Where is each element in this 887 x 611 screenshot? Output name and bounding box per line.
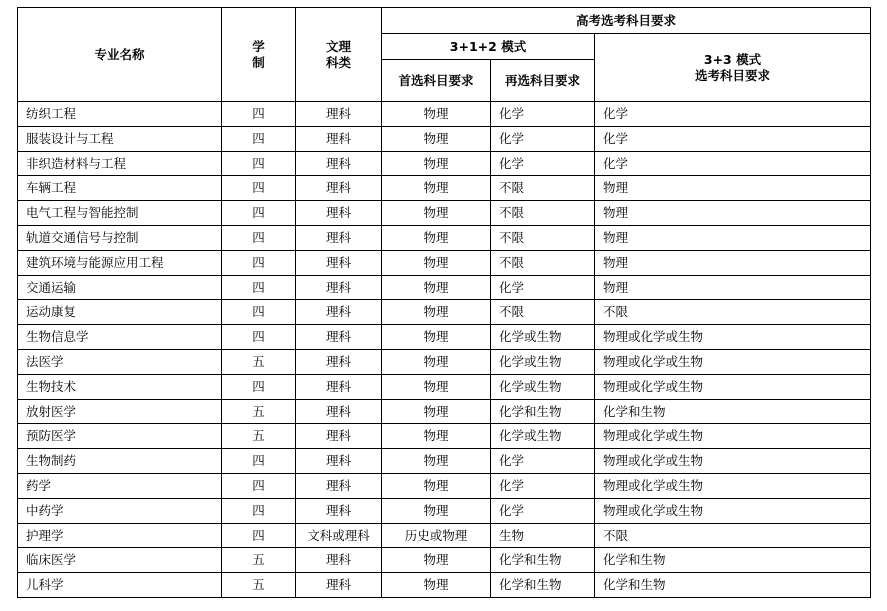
cell-category: 理科 <box>296 201 382 226</box>
cell-category: 理科 <box>296 250 382 275</box>
cell-mode-33: 物理或化学或生物 <box>595 325 871 350</box>
cell-second-choice: 化学和生物 <box>491 548 595 573</box>
header-mode-33-line2: 选考科目要求 <box>694 67 770 83</box>
cell-category: 文科或理科 <box>296 523 382 548</box>
header-mode-33 <box>595 34 871 102</box>
table-row <box>18 126 871 151</box>
cell-length: 四 <box>222 126 296 151</box>
cell-category: 理科 <box>296 449 382 474</box>
cell-first-choice: 物理 <box>382 300 491 325</box>
cell-second-choice: 化学或生物 <box>491 374 595 399</box>
cell-major: 生物制药 <box>18 449 222 474</box>
table-row <box>18 275 871 300</box>
table-row <box>18 349 871 374</box>
header-length-line2: 制 <box>252 54 265 70</box>
cell-length: 五 <box>222 399 296 424</box>
table-row <box>18 325 871 350</box>
cell-second-choice: 化学或生物 <box>491 349 595 374</box>
header-gaokao: 高考选考科目要求 <box>382 8 871 34</box>
cell-first-choice: 物理 <box>382 201 491 226</box>
cell-category: 理科 <box>296 473 382 498</box>
cell-first-choice: 物理 <box>382 349 491 374</box>
cell-first-choice: 物理 <box>382 473 491 498</box>
table-row <box>18 548 871 573</box>
cell-first-choice: 物理 <box>382 176 491 201</box>
cell-major: 电气工程与智能控制 <box>18 201 222 226</box>
cell-category: 理科 <box>296 548 382 573</box>
cell-category: 理科 <box>296 102 382 127</box>
table-row <box>18 573 871 598</box>
cell-length: 四 <box>222 151 296 176</box>
table-row <box>18 176 871 201</box>
cell-length: 四 <box>222 176 296 201</box>
cell-first-choice: 物理 <box>382 225 491 250</box>
header-length <box>222 8 296 102</box>
cell-category: 理科 <box>296 151 382 176</box>
cell-major: 轨道交通信号与控制 <box>18 225 222 250</box>
cell-length: 五 <box>222 548 296 573</box>
cell-second-choice: 化学 <box>491 151 595 176</box>
cell-mode-33: 化学 <box>595 102 871 127</box>
cell-length: 四 <box>222 102 296 127</box>
cell-second-choice: 化学 <box>491 126 595 151</box>
cell-first-choice: 物理 <box>382 498 491 523</box>
cell-mode-33: 化学 <box>595 126 871 151</box>
header-length-line1: 学 <box>252 38 265 54</box>
cell-length: 五 <box>222 349 296 374</box>
cell-mode-33: 化学 <box>595 151 871 176</box>
cell-category: 理科 <box>296 424 382 449</box>
cell-major: 交通运输 <box>18 275 222 300</box>
table-row <box>18 374 871 399</box>
cell-first-choice: 物理 <box>382 399 491 424</box>
cell-category: 理科 <box>296 573 382 598</box>
cell-first-choice: 物理 <box>382 102 491 127</box>
cell-category: 理科 <box>296 300 382 325</box>
cell-mode-33: 物理 <box>595 201 871 226</box>
table-row <box>18 151 871 176</box>
cell-mode-33: 物理 <box>595 225 871 250</box>
cell-mode-33: 物理 <box>595 250 871 275</box>
cell-length: 四 <box>222 523 296 548</box>
cell-first-choice: 历史或物理 <box>382 523 491 548</box>
cell-major: 药学 <box>18 473 222 498</box>
cell-mode-33: 物理或化学或生物 <box>595 449 871 474</box>
cell-first-choice: 物理 <box>382 548 491 573</box>
table-row <box>18 424 871 449</box>
table-row <box>18 250 871 275</box>
table-row <box>18 102 871 127</box>
table-row <box>18 449 871 474</box>
cell-category: 理科 <box>296 275 382 300</box>
cell-category: 理科 <box>296 176 382 201</box>
cell-length: 四 <box>222 275 296 300</box>
cell-second-choice: 化学和生物 <box>491 399 595 424</box>
cell-category: 理科 <box>296 225 382 250</box>
table-row <box>18 523 871 548</box>
cell-length: 四 <box>222 250 296 275</box>
cell-second-choice: 化学或生物 <box>491 325 595 350</box>
header-mode-312: 3+1+2 模式 <box>382 34 595 60</box>
cell-length: 四 <box>222 374 296 399</box>
cell-first-choice: 物理 <box>382 424 491 449</box>
cell-mode-33: 物理或化学或生物 <box>595 424 871 449</box>
cell-category: 理科 <box>296 498 382 523</box>
cell-second-choice: 化学 <box>491 102 595 127</box>
cell-length: 四 <box>222 300 296 325</box>
cell-major: 建筑环境与能源应用工程 <box>18 250 222 275</box>
table-row <box>18 201 871 226</box>
cell-second-choice: 不限 <box>491 225 595 250</box>
cell-mode-33: 化学和生物 <box>595 399 871 424</box>
cell-first-choice: 物理 <box>382 275 491 300</box>
cell-second-choice: 化学 <box>491 275 595 300</box>
header-category-line1: 文理 <box>325 38 351 54</box>
table-row <box>18 225 871 250</box>
cell-second-choice: 生物 <box>491 523 595 548</box>
cell-second-choice: 不限 <box>491 300 595 325</box>
table-header <box>18 8 871 102</box>
cell-length: 四 <box>222 225 296 250</box>
cell-first-choice: 物理 <box>382 325 491 350</box>
cell-first-choice: 物理 <box>382 573 491 598</box>
cell-mode-33: 化学和生物 <box>595 548 871 573</box>
cell-major: 儿科学 <box>18 573 222 598</box>
cell-second-choice: 化学 <box>491 473 595 498</box>
cell-second-choice: 化学 <box>491 498 595 523</box>
cell-second-choice: 不限 <box>491 201 595 226</box>
cell-second-choice: 化学或生物 <box>491 424 595 449</box>
cell-length: 四 <box>222 201 296 226</box>
cell-category: 理科 <box>296 374 382 399</box>
cell-length: 五 <box>222 424 296 449</box>
cell-major: 非织造材料与工程 <box>18 151 222 176</box>
cell-length: 四 <box>222 473 296 498</box>
cell-major: 护理学 <box>18 523 222 548</box>
cell-category: 理科 <box>296 349 382 374</box>
cell-mode-33: 物理或化学或生物 <box>595 473 871 498</box>
cell-second-choice: 化学 <box>491 449 595 474</box>
cell-first-choice: 物理 <box>382 126 491 151</box>
cell-mode-33: 不限 <box>595 300 871 325</box>
cell-major: 运动康复 <box>18 300 222 325</box>
subject-requirements-table <box>17 7 871 598</box>
cell-mode-33: 物理或化学或生物 <box>595 349 871 374</box>
cell-major: 生物信息学 <box>18 325 222 350</box>
cell-length: 四 <box>222 498 296 523</box>
cell-category: 理科 <box>296 126 382 151</box>
table-row <box>18 498 871 523</box>
cell-category: 理科 <box>296 399 382 424</box>
cell-first-choice: 物理 <box>382 250 491 275</box>
cell-major: 法医学 <box>18 349 222 374</box>
cell-length: 五 <box>222 573 296 598</box>
cell-category: 理科 <box>296 325 382 350</box>
cell-second-choice: 不限 <box>491 176 595 201</box>
header-category-line2: 科类 <box>325 54 351 70</box>
header-mode-33-line1: 3+3 模式 <box>703 51 762 67</box>
table-row <box>18 300 871 325</box>
cell-major: 中药学 <box>18 498 222 523</box>
header-major: 专业名称 <box>18 8 222 102</box>
cell-major: 服装设计与工程 <box>18 126 222 151</box>
cell-major: 纺织工程 <box>18 102 222 127</box>
cell-mode-33: 物理或化学或生物 <box>595 374 871 399</box>
cell-length: 四 <box>222 449 296 474</box>
cell-mode-33: 物理或化学或生物 <box>595 498 871 523</box>
header-first-choice: 首选科目要求 <box>382 60 491 102</box>
cell-mode-33: 物理 <box>595 176 871 201</box>
table-row <box>18 399 871 424</box>
cell-mode-33: 化学和生物 <box>595 573 871 598</box>
header-second-choice: 再选科目要求 <box>491 60 595 102</box>
cell-first-choice: 物理 <box>382 449 491 474</box>
cell-length: 四 <box>222 325 296 350</box>
table-row <box>18 473 871 498</box>
cell-first-choice: 物理 <box>382 151 491 176</box>
header-category <box>296 8 382 102</box>
cell-major: 车辆工程 <box>18 176 222 201</box>
cell-second-choice: 化学和生物 <box>491 573 595 598</box>
cell-major: 生物技术 <box>18 374 222 399</box>
table-body <box>18 102 871 598</box>
cell-major: 预防医学 <box>18 424 222 449</box>
cell-second-choice: 不限 <box>491 250 595 275</box>
cell-mode-33: 物理 <box>595 275 871 300</box>
cell-first-choice: 物理 <box>382 374 491 399</box>
cell-mode-33: 不限 <box>595 523 871 548</box>
cell-major: 放射医学 <box>18 399 222 424</box>
cell-major: 临床医学 <box>18 548 222 573</box>
